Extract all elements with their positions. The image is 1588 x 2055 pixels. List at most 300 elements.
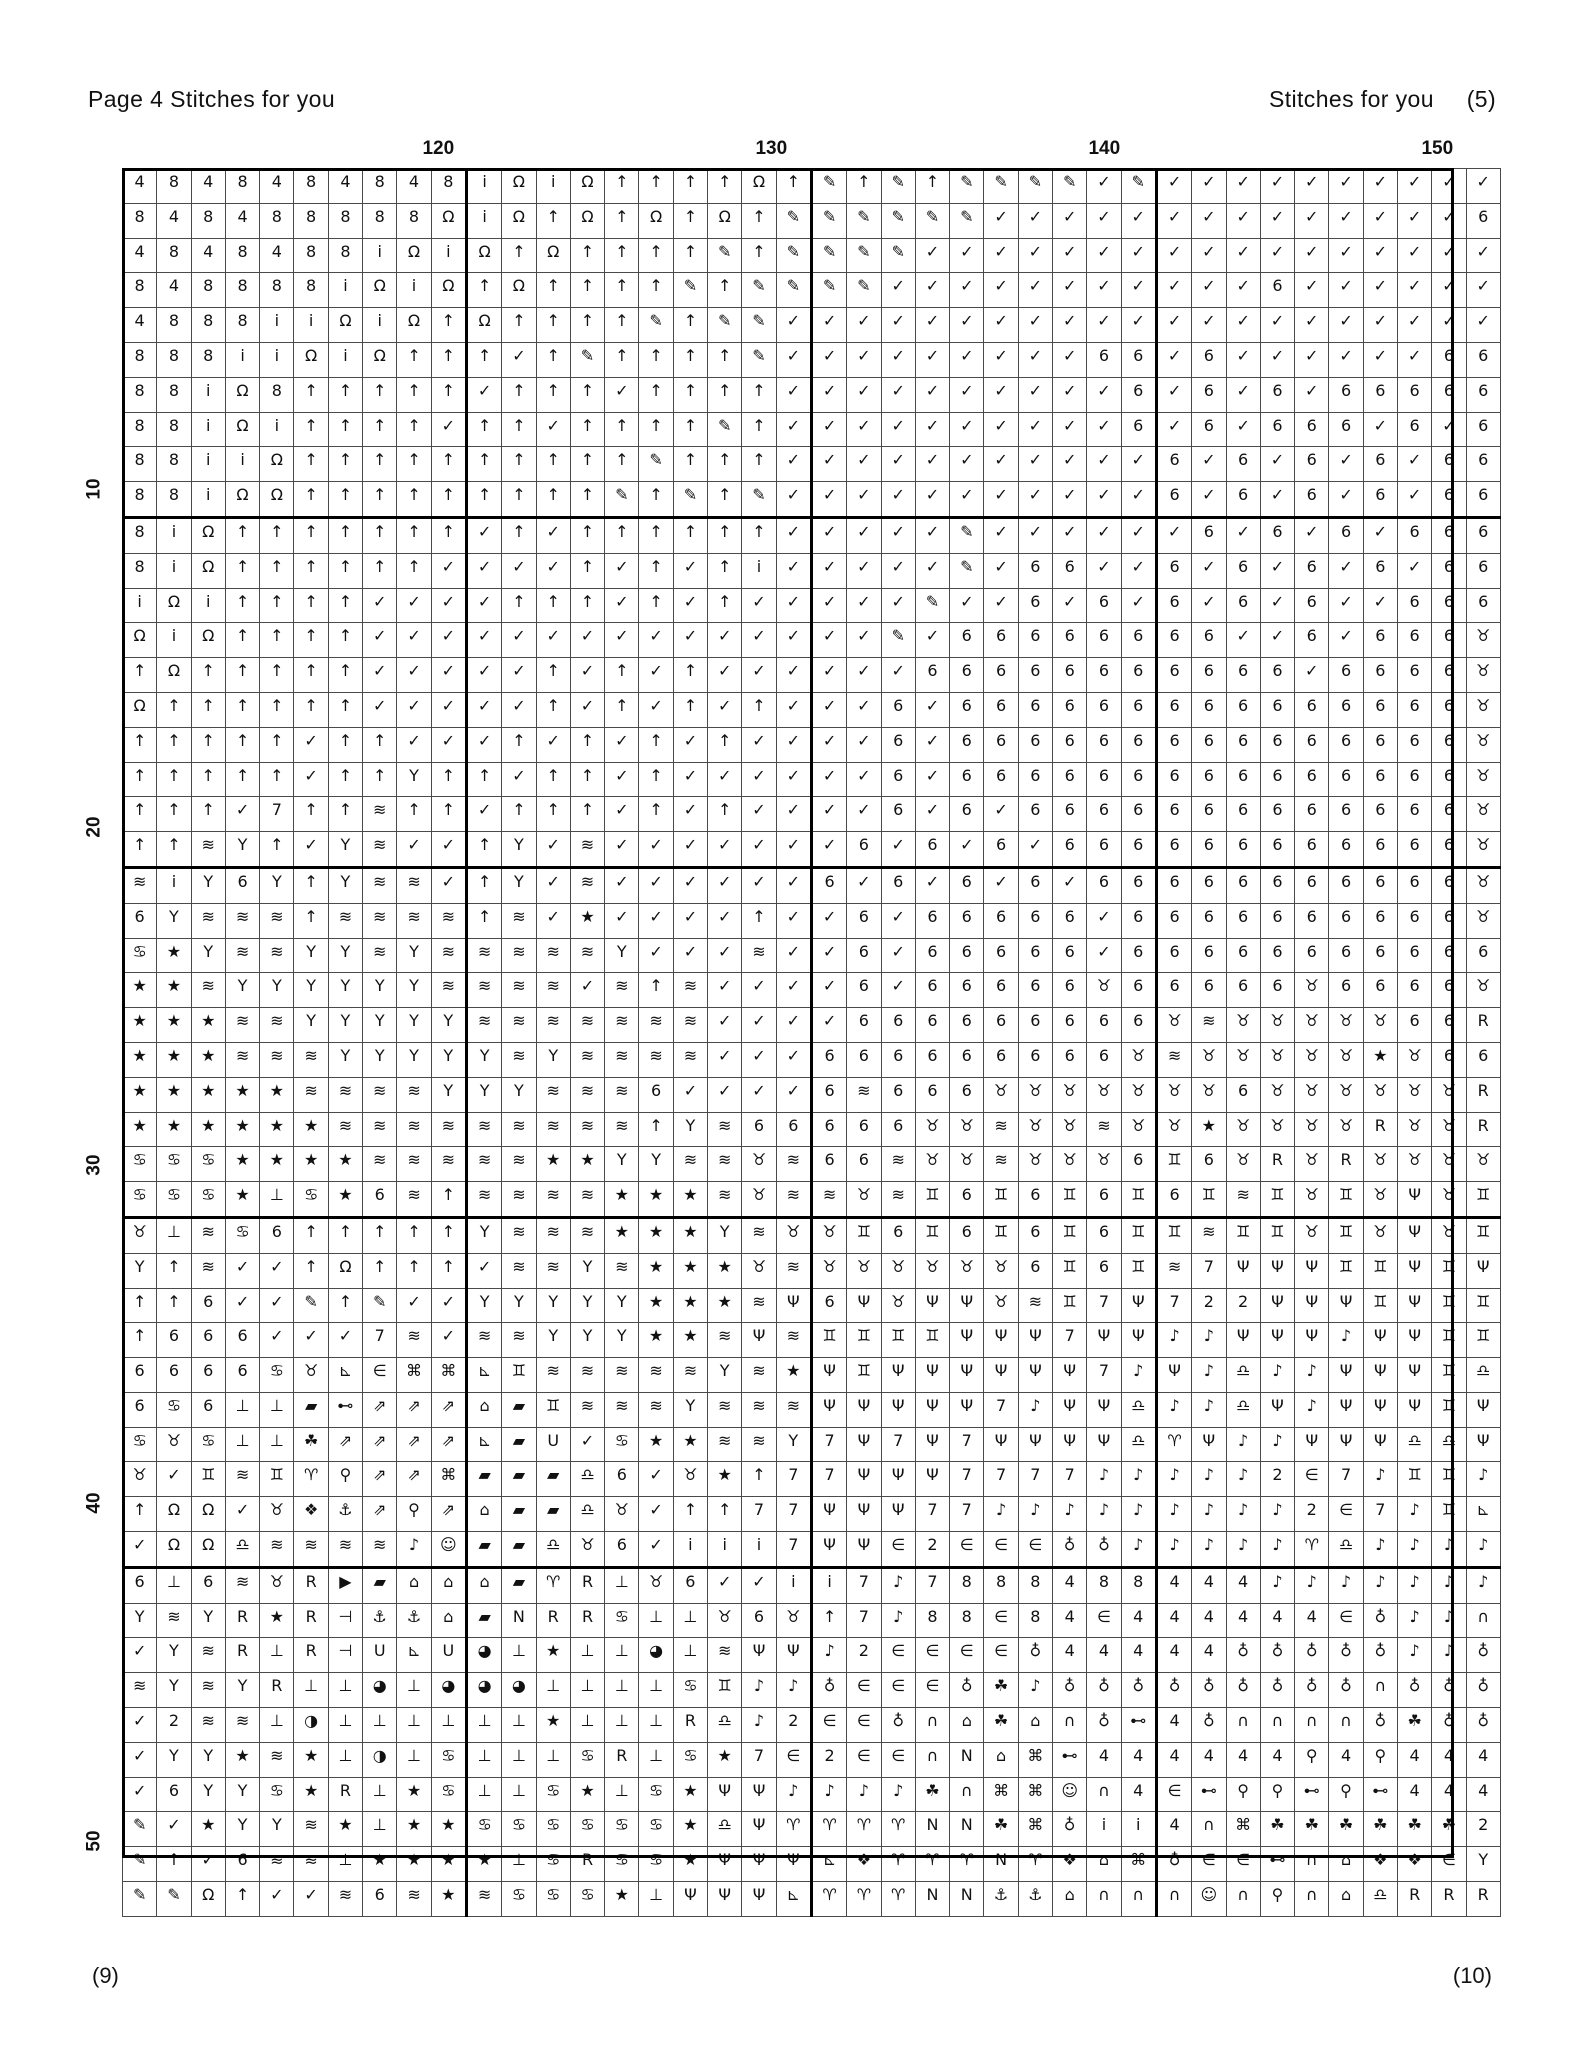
grid-cell xyxy=(847,1358,881,1393)
cell-symbol: ⚲ xyxy=(1237,1780,1249,1800)
cell-symbol: ♪ xyxy=(1203,1395,1214,1415)
grid-cell xyxy=(1363,1847,1397,1882)
grid-cell xyxy=(776,1112,811,1147)
cell-symbol: ↑ xyxy=(615,311,629,331)
cell-symbol: 6 xyxy=(1064,695,1075,715)
cell-symbol: ✓ xyxy=(822,556,837,576)
cell-symbol: ✓ xyxy=(683,765,698,785)
cell-symbol: ✓ xyxy=(857,415,871,435)
grid-cell xyxy=(673,938,707,973)
grid-cell xyxy=(466,867,501,903)
grid-cell xyxy=(605,623,639,658)
grid-cell xyxy=(605,1008,639,1043)
grid-cell xyxy=(1018,1288,1052,1323)
cell-symbol: ♋ xyxy=(614,1815,629,1835)
cell-symbol: ♉ xyxy=(1235,1045,1251,1065)
grid-cell xyxy=(191,867,225,903)
cell-symbol: ↑ xyxy=(201,730,215,750)
grid-cell xyxy=(363,1882,397,1917)
cell-symbol: ♎ xyxy=(717,1711,732,1731)
grid-cell xyxy=(1432,588,1466,623)
cell-symbol: ♉ xyxy=(1304,1221,1319,1241)
grid-cell xyxy=(605,1777,639,1812)
grid-cell xyxy=(1397,1217,1431,1253)
cell-symbol: 6 xyxy=(1375,695,1386,715)
cell-symbol: ⊥ xyxy=(683,1641,698,1661)
grid-cell xyxy=(673,692,707,727)
grid-cell xyxy=(1466,1147,1500,1182)
cell-symbol: 6 xyxy=(134,906,145,926)
cell-symbol: ✓ xyxy=(994,345,1008,365)
cell-symbol: ✓ xyxy=(822,695,837,715)
grid-cell xyxy=(1363,692,1397,727)
grid-cell xyxy=(1329,727,1363,762)
grid-cell xyxy=(123,273,157,308)
cell-symbol: ❖ xyxy=(1062,1850,1077,1870)
grid-cell xyxy=(950,482,984,518)
grid-cell xyxy=(1260,1182,1294,1218)
grid-row xyxy=(123,623,1501,658)
cell-symbol: 6 xyxy=(1169,871,1180,891)
grid-cell xyxy=(984,1497,1018,1532)
grid-cell xyxy=(673,1847,707,1882)
grid-cell xyxy=(294,169,328,204)
cell-symbol: ✎ xyxy=(822,241,837,261)
cell-symbol: ♉ xyxy=(1441,1150,1457,1170)
grid-cell xyxy=(363,1532,397,1568)
grid-cell xyxy=(605,1323,639,1358)
grid-cell xyxy=(1018,588,1052,623)
cell-symbol: 6 xyxy=(1306,941,1317,961)
grid-cell xyxy=(536,1288,570,1323)
cell-symbol: ★ xyxy=(477,1850,492,1870)
cell-symbol: ≋ xyxy=(441,906,456,926)
cell-symbol: 6 xyxy=(1409,415,1420,435)
cell-symbol: ≋ xyxy=(477,941,492,961)
grid-cell xyxy=(397,238,431,273)
cell-symbol: Ψ xyxy=(1063,1361,1076,1381)
grid-cell xyxy=(1087,377,1121,412)
grid-cell xyxy=(1018,727,1052,762)
cell-symbol: Ψ xyxy=(752,1326,766,1346)
cell-symbol: ☘ xyxy=(925,1780,940,1800)
grid-cell xyxy=(191,623,225,658)
grid-cell xyxy=(847,412,881,447)
cell-symbol: 6 xyxy=(961,661,972,681)
grid-cell xyxy=(1121,1392,1156,1427)
grid-cell xyxy=(157,238,191,273)
grid-cell xyxy=(191,1217,225,1253)
grid-cell xyxy=(225,797,259,832)
grid-cell xyxy=(1260,342,1294,377)
grid-row xyxy=(123,1638,1501,1673)
grid-row xyxy=(123,447,1501,482)
grid-cell xyxy=(673,1288,707,1323)
cell-symbol: ♉ xyxy=(1235,1011,1251,1031)
cell-symbol: Y xyxy=(306,976,317,996)
cell-symbol: ✓ xyxy=(857,800,871,820)
cell-symbol: 6 xyxy=(893,1045,904,1065)
cell-symbol: 8 xyxy=(134,450,145,470)
cell-symbol: ⊥ xyxy=(614,1780,629,1800)
cell-symbol: 6 xyxy=(237,1326,248,1346)
cell-symbol: R xyxy=(1477,1080,1489,1100)
grid-cell xyxy=(811,308,846,343)
grid-cell xyxy=(776,903,811,938)
cell-symbol: 6 xyxy=(1375,661,1386,681)
cell-symbol: 2 xyxy=(1306,1500,1317,1520)
grid-cell xyxy=(1466,1532,1500,1568)
grid-cell xyxy=(294,553,328,588)
cell-symbol: ✓ xyxy=(1373,521,1388,541)
grid-cell xyxy=(1018,623,1052,658)
cell-symbol: 6 xyxy=(1443,695,1455,715)
cell-symbol: ✓ xyxy=(786,415,800,435)
cell-symbol: ♪ xyxy=(408,1535,420,1555)
grid-cell xyxy=(1053,1497,1087,1532)
grid-cell xyxy=(1087,762,1121,797)
cell-symbol: N xyxy=(512,1606,525,1626)
grid-cell xyxy=(328,1427,362,1462)
cell-symbol: R xyxy=(1477,1885,1489,1905)
grid-cell xyxy=(328,727,362,762)
grid-cell xyxy=(328,1288,362,1323)
cell-symbol: ≋ xyxy=(477,1185,492,1205)
cell-symbol: ♎ xyxy=(1131,1430,1146,1450)
grid-cell xyxy=(1432,482,1466,518)
grid-cell xyxy=(639,1147,673,1182)
grid-cell xyxy=(1363,1497,1397,1532)
cell-symbol: ✓ xyxy=(304,730,318,750)
grid-cell xyxy=(1053,377,1087,412)
cell-symbol: 6 xyxy=(824,1080,835,1100)
cell-symbol: ✓ xyxy=(373,661,387,681)
grid-cell xyxy=(1363,1603,1397,1638)
cell-symbol: ↑ xyxy=(304,380,318,400)
cell-symbol: ↑ xyxy=(649,591,663,611)
cell-symbol: ♁ xyxy=(1477,1711,1490,1731)
grid-cell xyxy=(536,797,570,832)
grid-cell xyxy=(847,1217,881,1253)
grid-cell xyxy=(950,1358,984,1393)
grid-cell xyxy=(260,1427,294,1462)
grid-cell xyxy=(811,342,846,377)
cell-symbol: 8 xyxy=(374,206,385,226)
grid-cell xyxy=(811,482,846,518)
cell-symbol: Ψ xyxy=(1305,1430,1319,1450)
grid-cell xyxy=(605,1708,639,1743)
cell-symbol: Ω xyxy=(752,172,766,191)
cell-symbol: 4 xyxy=(1443,1745,1455,1765)
cell-symbol: 4 xyxy=(1306,1606,1317,1626)
cell-symbol: ★ xyxy=(235,1150,250,1170)
cell-symbol: ♉ xyxy=(1304,976,1319,996)
cell-symbol: 6 xyxy=(1478,941,1489,961)
grid-cell xyxy=(847,1638,881,1673)
cell-symbol: Ψ xyxy=(857,1465,871,1485)
grid-cell xyxy=(881,1497,915,1532)
cell-symbol: ★ xyxy=(132,1115,147,1135)
cell-symbol: ◕ xyxy=(477,1641,492,1661)
grid-cell xyxy=(123,588,157,623)
grid-cell xyxy=(881,1567,915,1603)
grid-cell xyxy=(1260,1462,1294,1497)
cell-symbol: 6 xyxy=(1443,835,1455,855)
grid-cell xyxy=(260,1497,294,1532)
cell-symbol: 6 xyxy=(1169,730,1180,750)
grid-cell xyxy=(1363,797,1397,832)
grid-cell xyxy=(1260,797,1294,832)
grid-cell xyxy=(363,1427,397,1462)
grid-cell xyxy=(1329,588,1363,623)
cell-symbol: ♉ xyxy=(1441,1115,1457,1135)
grid-cell xyxy=(950,1462,984,1497)
grid-cell xyxy=(1018,867,1052,903)
grid-cell xyxy=(847,1708,881,1743)
grid-cell xyxy=(225,1532,259,1568)
grid-cell xyxy=(157,1217,191,1253)
cell-symbol: ↑ xyxy=(546,695,560,715)
grid-cell xyxy=(1121,762,1156,797)
grid-cell xyxy=(847,1742,881,1777)
grid-cell xyxy=(1053,1777,1087,1812)
grid-cell xyxy=(915,832,949,868)
cell-symbol: Y xyxy=(548,1326,559,1346)
grid-cell xyxy=(1156,308,1191,343)
cell-symbol: ↑ xyxy=(580,311,595,331)
grid-cell xyxy=(1053,1217,1087,1253)
grid-cell xyxy=(708,553,742,588)
grid-cell xyxy=(776,238,811,273)
cell-symbol: ◑ xyxy=(304,1711,319,1731)
cell-symbol: ♪ xyxy=(788,1676,799,1696)
grid-cell xyxy=(294,1077,328,1112)
grid-cell xyxy=(811,797,846,832)
grid-cell xyxy=(502,1567,536,1603)
cell-symbol: ✓ xyxy=(752,1571,766,1591)
cell-symbol: ♉ xyxy=(717,1606,732,1626)
grid-cell xyxy=(225,1288,259,1323)
grid-cell xyxy=(984,1042,1018,1077)
cell-symbol: ✓ xyxy=(1097,906,1111,926)
cell-symbol: Ψ xyxy=(1374,1430,1387,1450)
cell-symbol: ⊥ xyxy=(372,1780,387,1800)
cell-symbol: ≋ xyxy=(717,1430,732,1450)
grid-cell xyxy=(1329,1532,1363,1568)
grid-cell xyxy=(260,1847,294,1882)
grid-cell xyxy=(708,203,742,238)
grid-cell xyxy=(260,308,294,343)
cell-symbol: ✓ xyxy=(822,380,837,400)
grid-cell xyxy=(1260,1812,1294,1847)
grid-cell xyxy=(1397,1497,1431,1532)
cell-symbol: 6 xyxy=(1203,380,1214,400)
cell-symbol: ♁ xyxy=(1408,1676,1421,1696)
cell-symbol: ♎ xyxy=(1407,1430,1422,1450)
cell-symbol: ☘ xyxy=(993,1711,1009,1731)
grid-cell xyxy=(639,832,673,868)
grid-cell xyxy=(1226,482,1260,518)
cell-symbol: Ω xyxy=(202,626,215,646)
cell-symbol: ✓ xyxy=(1407,276,1422,296)
grid-cell xyxy=(915,938,949,973)
cell-symbol: 6 xyxy=(824,871,835,891)
cell-symbol: 4 xyxy=(1133,1780,1144,1800)
cell-symbol: ✓ xyxy=(512,345,526,365)
grid-cell xyxy=(950,377,984,412)
cell-symbol: ✓ xyxy=(891,835,905,855)
cell-symbol: Ω xyxy=(512,206,526,226)
grid-cell xyxy=(811,517,846,553)
grid-row xyxy=(123,1532,1501,1568)
grid-row xyxy=(123,658,1501,693)
cell-symbol: ♋ xyxy=(201,1430,216,1450)
grid-cell xyxy=(847,658,881,693)
grid-cell xyxy=(673,1567,707,1603)
cell-symbol: ✓ xyxy=(1305,661,1319,681)
cell-symbol: Y xyxy=(514,1080,524,1100)
grid-cell xyxy=(502,1812,536,1847)
cell-symbol: ★ xyxy=(717,1465,732,1485)
cell-symbol: 6 xyxy=(1409,976,1420,996)
cell-symbol: ⊥ xyxy=(511,1641,526,1661)
grid-cell xyxy=(1432,1532,1466,1568)
cell-symbol: ≋ xyxy=(304,1850,318,1870)
grid-cell xyxy=(466,342,501,377)
cell-symbol: ★ xyxy=(269,1606,284,1626)
cell-symbol: ♉ xyxy=(1407,1115,1422,1135)
cell-symbol: ♊ xyxy=(993,1221,1009,1241)
grid-cell xyxy=(605,1742,639,1777)
grid-cell xyxy=(502,1217,536,1253)
cell-symbol: ✓ xyxy=(512,556,526,576)
grid-cell xyxy=(1018,1358,1052,1393)
grid-cell xyxy=(915,553,949,588)
grid-cell xyxy=(1397,169,1431,204)
cell-symbol: ∩ xyxy=(1168,1885,1181,1905)
grid-cell xyxy=(1192,1812,1226,1847)
cell-symbol: Ω xyxy=(167,591,181,611)
grid-cell xyxy=(847,973,881,1008)
cell-symbol: ✓ xyxy=(994,556,1008,576)
cell-symbol: ≋ xyxy=(201,1711,215,1731)
grid-cell xyxy=(708,1077,742,1112)
cell-symbol: Y xyxy=(443,1080,454,1100)
cell-symbol: 6 xyxy=(1443,941,1455,961)
cell-symbol: ✓ xyxy=(1407,241,1422,261)
grid-cell xyxy=(225,273,259,308)
cell-symbol: ⊷ xyxy=(1061,1745,1078,1765)
cell-symbol: ✓ xyxy=(891,450,905,470)
cell-symbol: ★ xyxy=(166,1045,182,1065)
grid-cell xyxy=(260,1147,294,1182)
cell-symbol: ⌂ xyxy=(1340,1885,1352,1905)
grid-cell xyxy=(708,412,742,447)
cell-symbol: ↑ xyxy=(167,835,181,855)
grid-cell xyxy=(984,692,1018,727)
grid-cell xyxy=(397,1112,431,1147)
grid-cell xyxy=(570,308,604,343)
cell-symbol: ✓ xyxy=(925,626,940,646)
cell-symbol: ✓ xyxy=(786,976,800,996)
grid-cell xyxy=(1121,1147,1156,1182)
cell-symbol: ♉ xyxy=(1476,906,1491,926)
cell-symbol: ⚲ xyxy=(1305,1745,1318,1765)
cell-symbol: ♉ xyxy=(1476,765,1491,785)
cell-symbol: 4 xyxy=(340,172,351,191)
grid-cell xyxy=(639,1742,673,1777)
grid-cell xyxy=(1192,1497,1226,1532)
cell-symbol: ↑ xyxy=(717,172,732,191)
grid-cell xyxy=(708,903,742,938)
grid-cell xyxy=(708,1673,742,1708)
grid-cell xyxy=(397,1182,431,1218)
grid-cell xyxy=(1226,238,1260,273)
grid-cell xyxy=(1295,623,1329,658)
cell-symbol: 4 xyxy=(1409,1780,1420,1800)
cell-symbol: ✓ xyxy=(683,906,698,926)
cell-symbol: R xyxy=(1477,1011,1489,1031)
grid-cell xyxy=(1053,1112,1087,1147)
grid-cell xyxy=(466,762,501,797)
cell-symbol: ♈ xyxy=(1028,1850,1043,1870)
cell-symbol: ★ xyxy=(166,1011,182,1031)
grid-cell xyxy=(1397,1323,1431,1358)
grid-cell xyxy=(605,1847,639,1882)
cell-symbol: ♋ xyxy=(132,941,147,961)
grid-cell xyxy=(328,308,362,343)
grid-cell xyxy=(881,517,915,553)
grid-cell xyxy=(328,1567,362,1603)
cell-symbol: 6 xyxy=(1030,765,1041,785)
cell-symbol: 6 xyxy=(1133,871,1144,891)
cell-symbol: ✓ xyxy=(1407,556,1422,576)
grid-cell xyxy=(1121,867,1156,903)
cell-symbol: 6 xyxy=(1203,765,1214,785)
cell-symbol: i xyxy=(308,311,314,331)
cell-symbol: 4 xyxy=(1443,1780,1455,1800)
grid-cell xyxy=(1192,1358,1226,1393)
grid-cell xyxy=(363,832,397,868)
grid-cell xyxy=(708,1147,742,1182)
grid-cell xyxy=(1192,1638,1226,1673)
cell-symbol: ★ xyxy=(648,1291,664,1311)
cell-symbol: 4 xyxy=(1238,1571,1249,1591)
grid-cell xyxy=(260,588,294,623)
grid-cell xyxy=(294,342,328,377)
grid-cell xyxy=(502,308,536,343)
cell-symbol: ∈ xyxy=(786,1745,801,1765)
grid-cell xyxy=(1156,1567,1191,1603)
grid-cell xyxy=(225,377,259,412)
grid-cell xyxy=(157,1567,191,1603)
grid-cell xyxy=(1226,169,1260,204)
grid-cell xyxy=(1295,1358,1329,1393)
grid-cell xyxy=(363,1392,397,1427)
cell-symbol: 4 xyxy=(1478,1780,1489,1800)
cell-symbol: ♪ xyxy=(1169,1465,1180,1485)
grid-cell xyxy=(570,1358,604,1393)
cell-symbol: i xyxy=(343,345,348,365)
grid-cell xyxy=(915,1638,949,1673)
grid-cell xyxy=(363,1847,397,1882)
cell-symbol: ✓ xyxy=(1236,380,1250,400)
cell-symbol: ✓ xyxy=(649,1535,663,1555)
cell-symbol: 6 xyxy=(1169,941,1180,961)
grid-cell xyxy=(294,1708,328,1743)
cell-symbol: ✓ xyxy=(477,695,492,715)
grid-cell xyxy=(397,482,431,518)
